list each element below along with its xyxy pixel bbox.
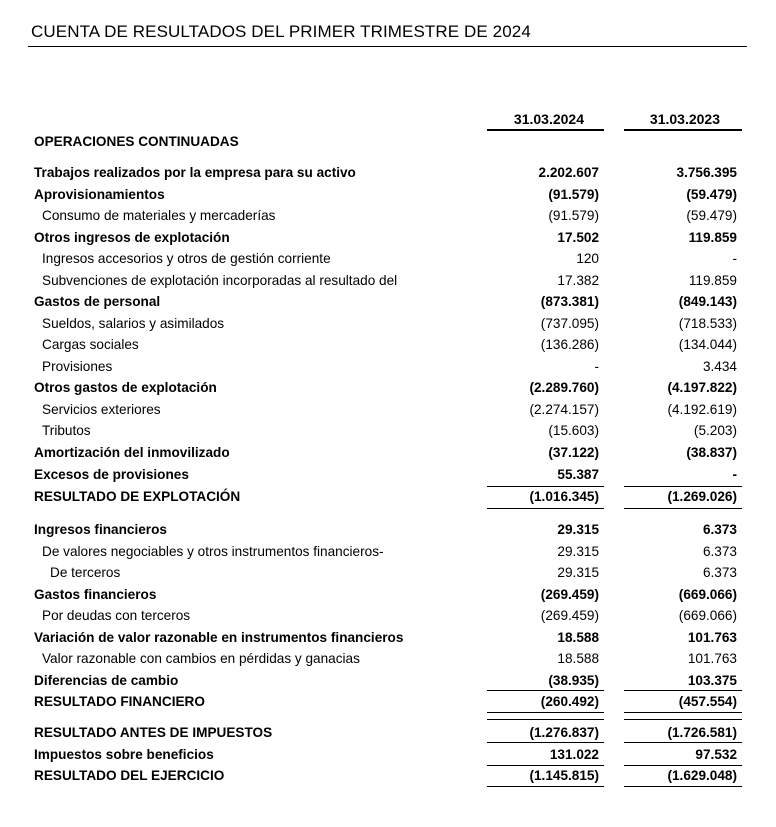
value-2024: 29.315 [557,565,599,580]
value-2023: - [732,251,737,266]
value-2023: (1.726.581) [667,725,737,740]
value-2023: 3.434 [702,358,737,374]
value-2023: (59.479) [686,186,737,202]
table-row [0,744,776,765]
table-row-total [0,765,776,786]
table-row [0,464,776,485]
table-row [0,227,776,248]
value-2023: 6.373 [702,543,737,559]
row-label: Aprovisionamientos [34,186,165,202]
table-row [0,356,776,377]
subtotal-rule [487,690,604,691]
value-2024: (269.459) [540,586,599,602]
value-2024: 18.588 [557,651,599,666]
row-label: Variación de valor razonable en instrumentos financieros [34,629,404,645]
value-2023: (1.629.048) [667,768,737,783]
value-2023: 119.859 [688,229,737,245]
value-2023: 103.375 [687,672,737,688]
subtotal-rule [487,508,604,509]
subtotal-rule [487,742,604,743]
subtotal-rule [487,719,604,720]
section-header: OPERACIONES CONTINUADAS [34,134,239,149]
value-2024: 17.382 [557,272,599,288]
value-2024: (737.095) [540,315,599,331]
value-2024: (873.381) [540,294,599,309]
value-2023: (669.066) [678,586,737,602]
subtotal-rule [487,712,604,713]
value-2024: - [594,358,599,374]
value-2023: 101.763 [687,629,737,645]
row-label: Por deudas con terceros [42,608,191,623]
subtotal-rule [624,742,742,743]
value-2023: (4.192.619) [667,401,737,417]
row-label: Provisiones [42,358,113,374]
table-row [0,313,776,334]
row-label: RESULTADO FINANCIERO [34,694,205,709]
value-2023: - [732,467,737,482]
row-label: Gastos de personal [34,294,161,309]
subtotal-rule [624,712,742,713]
value-2024: 131.022 [549,747,599,762]
total-rule [487,786,604,787]
value-2023: 101.763 [687,651,737,666]
table-row [0,670,776,691]
table-row [0,648,776,669]
value-2024: (15.603) [548,423,599,438]
table-row-subtotal [0,722,776,743]
row-label: Trabajos realizados por la empresa para su activo [34,165,356,180]
subtotal-rule [624,719,742,720]
value-2024: (37.122) [548,445,599,460]
value-2024: 2.202.607 [538,165,599,180]
value-2023: (1.269.026) [667,489,737,504]
row-label: RESULTADO ANTES DE IMPUESTOS [34,725,273,740]
row-label: Cargas sociales [42,337,139,352]
row-label: Valor razonable con cambios en pérdidas y ganacias [42,651,360,666]
row-label: Amortización del inmovilizado [34,445,230,460]
table-row [0,605,776,626]
row-label: RESULTADO DE EXPLOTACIÓN [34,489,241,504]
value-2024: 120 [576,251,599,266]
value-2024: (1.145.815) [529,768,599,783]
table-row-subtotal [0,486,776,507]
value-2024: 17.502 [557,229,599,245]
table-row [0,420,776,441]
title-underline [28,46,747,47]
value-2024: (260.492) [540,694,599,709]
table-row [0,184,776,205]
table-row [0,541,776,562]
row-label: Otros ingresos de explotación [34,229,230,245]
table-row [0,519,776,540]
subtotal-rule [624,508,742,509]
table-row [0,334,776,355]
row-label: Gastos financieros [34,586,157,602]
value-2023: (59.479) [686,208,737,223]
row-label: Servicios exteriores [42,401,161,417]
value-2024: (91.579) [548,208,599,223]
value-2024: 29.315 [557,543,599,559]
value-2023: (134.044) [678,337,737,352]
table-row [0,270,776,291]
value-2024: 55.387 [557,467,599,482]
value-2023: 97.532 [695,747,737,762]
page-title: CUENTA DE RESULTADOS DEL PRIMER TRIMESTRE DE 2024 [31,22,531,41]
value-2023: 3.756.395 [676,165,737,180]
value-2023: (457.554) [678,694,737,709]
value-2024: (2.289.760) [529,380,599,395]
row-label: Ingresos accesorios y otros de gestión corriente [42,251,331,266]
table-row [0,627,776,648]
table-row [0,162,776,183]
value-2023: (38.837) [686,445,737,460]
value-2023: 6.373 [702,565,737,580]
table-row [0,399,776,420]
table-row [0,562,776,583]
value-2023: (718.533) [678,315,737,331]
value-2024: (38.935) [548,672,599,688]
value-2024: (136.286) [540,337,599,352]
row-label: Ingresos financieros [34,522,167,537]
value-2024: (2.274.157) [529,401,599,417]
total-rule [487,765,604,766]
value-2024: (269.459) [540,608,599,623]
value-2023: 119.859 [688,272,737,288]
column-header-2024: 31.03.2024 [513,111,584,127]
table-row-subtotal [0,691,776,712]
column-header-2023: 31.03.2023 [649,111,720,127]
value-2024: (91.579) [548,186,599,202]
row-label: Subvenciones de explotación incorporadas al resultado del [42,272,398,288]
value-2023: (4.197.822) [667,380,737,395]
value-2023: (669.066) [678,608,737,623]
row-label: De terceros [50,565,121,580]
value-2024: 29.315 [557,522,599,537]
value-2024: 18.588 [557,629,599,645]
row-label: Tributos [42,423,91,438]
row-label: RESULTADO DEL EJERCICIO [34,768,225,783]
table-row [0,205,776,226]
total-rule [624,765,742,766]
table-row [0,377,776,398]
section-header-row [0,131,776,152]
total-rule [624,786,742,787]
value-2023: (5.203) [693,423,737,438]
row-label: Otros gastos de explotación [34,380,217,395]
row-label: Sueldos, salarios y asimilados [42,315,225,331]
value-2023: 6.373 [702,522,737,537]
row-label: Excesos de provisiones [34,467,189,482]
row-label: Impuestos sobre beneficios [34,747,214,762]
row-label: Diferencias de cambio [34,672,179,688]
value-2023: (849.143) [678,294,737,309]
table-row [0,291,776,312]
row-label: De valores negociables y otros instrumentos financieros- [42,543,384,559]
value-2024: (1.016.345) [529,489,599,504]
table-row [0,584,776,605]
table-row [0,442,776,463]
row-label: Consumo de materiales y mercaderías [42,208,276,223]
subtotal-rule [624,486,742,487]
subtotal-rule [624,690,742,691]
table-row [0,248,776,269]
subtotal-rule [487,486,604,487]
value-2024: (1.276.837) [529,725,599,740]
